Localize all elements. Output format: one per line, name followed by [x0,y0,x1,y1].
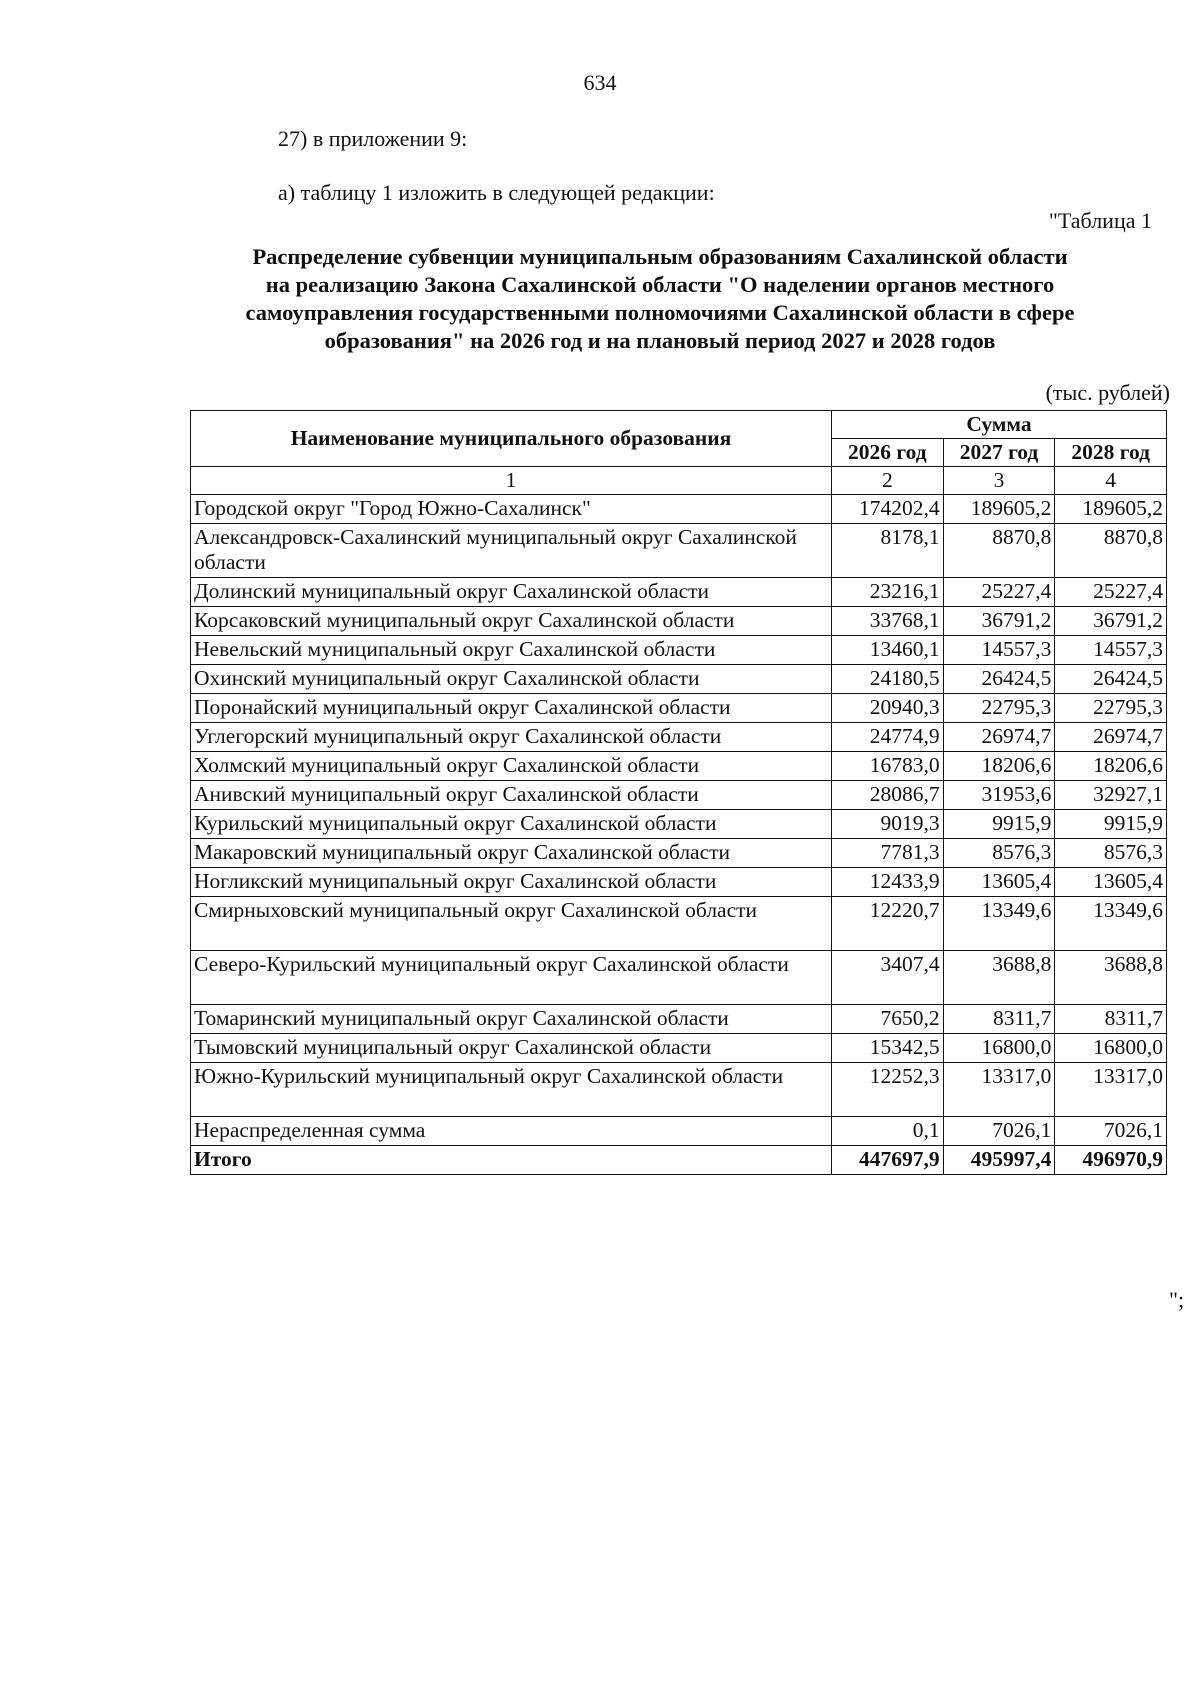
table-row [191,1117,1167,1146]
value-2028: 14557,3 [1055,636,1167,665]
municipality-name: Южно-Курильский муниципальный округ Сахалинской области [191,1063,832,1117]
page-number: 634 [583,70,617,95]
value-2027: 7026,1 [943,1117,1055,1146]
table-row [191,810,1167,839]
value-2028: 8311,7 [1055,1005,1167,1034]
title-line: на реализацию Закона Сахалинской области "О наделении органов местного [265,272,1055,297]
table-row [191,665,1167,694]
municipality-name: Долинский муниципальный округ Сахалинской области [191,578,832,607]
value-2027: 13317,0 [943,1063,1055,1117]
value-2026: 12220,7 [832,897,944,951]
value-2027: 18206,6 [943,752,1055,781]
value-2027: 13349,6 [943,897,1055,951]
value-2028: 26974,7 [1055,723,1167,752]
value-2026: 33768,1 [832,607,944,636]
municipality-name: Ногликский муниципальный округ Сахалинской области [191,868,832,897]
table-row [191,1063,1167,1117]
value-2028: 18206,6 [1055,752,1167,781]
header-row [191,411,1167,439]
column-index-row [191,467,1167,495]
value-2027: 26424,5 [943,665,1055,694]
column-index: 2 [832,467,944,495]
value-2028: 25227,4 [1055,578,1167,607]
table-row [191,495,1167,524]
closing-quote: "; [1169,1287,1185,1312]
value-2028: 16800,0 [1055,1034,1167,1063]
table-row [191,839,1167,868]
value-2026: 447697,9 [832,1146,944,1175]
value-2026: 174202,4 [832,495,944,524]
table-row [191,636,1167,665]
value-2028: 7026,1 [1055,1117,1167,1146]
table-row [191,1034,1167,1063]
column-index: 3 [943,467,1055,495]
value-2027: 16800,0 [943,1034,1055,1063]
value-2027: 14557,3 [943,636,1055,665]
value-2028: 8870,8 [1055,524,1167,578]
value-2028: 13317,0 [1055,1063,1167,1117]
value-2026: 9019,3 [832,810,944,839]
value-2028: 13605,4 [1055,868,1167,897]
table-row [191,1005,1167,1034]
value-2028: 9915,9 [1055,810,1167,839]
value-2026: 13460,1 [832,636,944,665]
value-2026: 12252,3 [832,1063,944,1117]
value-2028: 8576,3 [1055,839,1167,868]
value-2026: 3407,4 [832,951,944,1005]
municipality-name: Смирныховский муниципальный округ Сахалинской области [191,897,832,951]
value-2027: 8311,7 [943,1005,1055,1034]
header-year-2026: 2026 год [832,439,944,467]
value-2026: 16783,0 [832,752,944,781]
municipality-name: Охинский муниципальный округ Сахалинской области [191,665,832,694]
value-2027: 9915,9 [943,810,1055,839]
value-2027: 22795,3 [943,694,1055,723]
municipality-name: Городской округ "Город Южно-Сахалинск" [191,495,832,524]
value-2027: 8576,3 [943,839,1055,868]
value-2027: 189605,2 [943,495,1055,524]
table-row [191,897,1167,951]
title-line: самоуправления государственными полномочиями Сахалинской области в сфере [245,300,1075,325]
document-title [190,243,1130,355]
value-2028: 496970,9 [1055,1146,1167,1175]
municipality-name: Александровск-Сахалинский муниципальный округ Сахалинской области [191,524,832,578]
table-row [191,781,1167,810]
value-2027: 26974,7 [943,723,1055,752]
municipality-name: Курильский муниципальный округ Сахалинской области [191,810,832,839]
value-2028: 189605,2 [1055,495,1167,524]
subvention-table [190,410,1167,1175]
title-line: образования" на 2026 год и на плановый период 2027 и 2028 годов [324,328,996,353]
value-2026: 20940,3 [832,694,944,723]
table-row [191,694,1167,723]
value-2028: 26424,5 [1055,665,1167,694]
municipality-name: Нераспределенная сумма [191,1117,832,1146]
municipality-name: Анивский муниципальный округ Сахалинской области [191,781,832,810]
units-note: (тыс. рублей) [1045,380,1170,405]
header-name: Наименование муниципального образования [191,411,832,467]
value-2026: 28086,7 [832,781,944,810]
amendment-subitem: а) таблицу 1 изложить в следующей редакции: [278,180,715,205]
header-year-2027: 2027 год [943,439,1055,467]
value-2026: 24774,9 [832,723,944,752]
value-2027: 495997,4 [943,1146,1055,1175]
municipality-name: Углегорский муниципальный округ Сахалинской области [191,723,832,752]
value-2026: 8178,1 [832,524,944,578]
value-2028: 22795,3 [1055,694,1167,723]
value-2026: 23216,1 [832,578,944,607]
total-row [191,1146,1167,1175]
municipality-name: Северо-Курильский муниципальный округ Сахалинской области [191,951,832,1005]
table-row [191,524,1167,578]
municipality-name: Томаринский муниципальный округ Сахалинской области [191,1005,832,1034]
municipality-name: Итого [191,1146,832,1175]
header-year-2028: 2028 год [1055,439,1167,467]
value-2027: 13605,4 [943,868,1055,897]
municipality-name: Тымовский муниципальный округ Сахалинской области [191,1034,832,1063]
table-label: "Таблица 1 [1048,208,1152,233]
value-2026: 7781,3 [832,839,944,868]
value-2027: 3688,8 [943,951,1055,1005]
value-2028: 13349,6 [1055,897,1167,951]
value-2026: 24180,5 [832,665,944,694]
value-2028: 3688,8 [1055,951,1167,1005]
municipality-name: Холмский муниципальный округ Сахалинской области [191,752,832,781]
value-2028: 36791,2 [1055,607,1167,636]
table-row [191,578,1167,607]
value-2026: 0,1 [832,1117,944,1146]
table-row [191,951,1167,1005]
table-row [191,723,1167,752]
municipality-name: Поронайский муниципальный округ Сахалинской области [191,694,832,723]
table-row [191,607,1167,636]
table-row [191,868,1167,897]
table-row [191,752,1167,781]
municipality-name: Макаровский муниципальный округ Сахалинской области [191,839,832,868]
value-2026: 7650,2 [832,1005,944,1034]
title-line: Распределение субвенции муниципальным образованиям Сахалинской области [252,244,1068,269]
value-2027: 25227,4 [943,578,1055,607]
value-2027: 31953,6 [943,781,1055,810]
value-2028: 32927,1 [1055,781,1167,810]
municipality-name: Корсаковский муниципальный округ Сахалинской области [191,607,832,636]
value-2026: 15342,5 [832,1034,944,1063]
municipality-name: Невельский муниципальный округ Сахалинской области [191,636,832,665]
header-sum: Сумма [832,411,1167,439]
amendment-item: 27) в приложении 9: [278,126,468,151]
column-index: 1 [191,467,832,495]
column-index: 4 [1055,467,1167,495]
value-2026: 12433,9 [832,868,944,897]
value-2027: 36791,2 [943,607,1055,636]
value-2027: 8870,8 [943,524,1055,578]
